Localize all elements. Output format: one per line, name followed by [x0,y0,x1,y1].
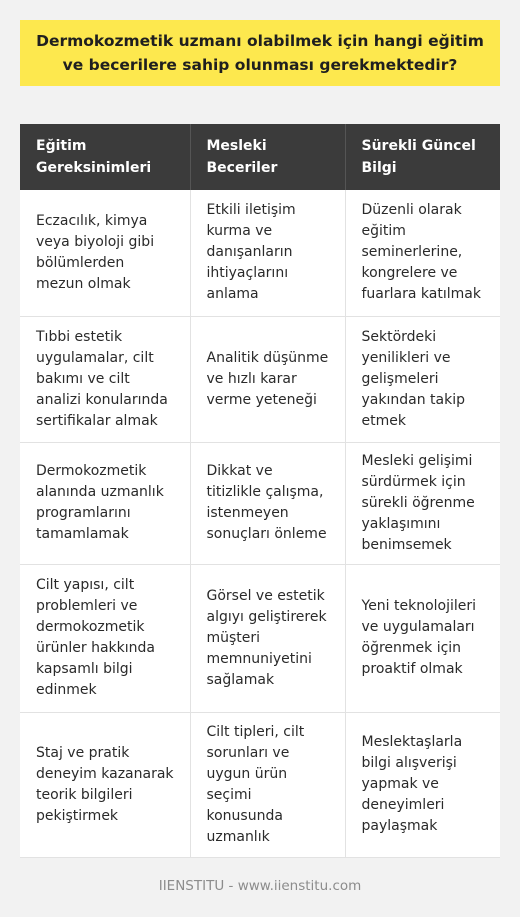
table-row [20,564,500,712]
table-cell: Analitik düşünme ve hızlı karar verme yeteneği [190,316,345,442]
table-row [20,712,500,857]
table-cell: Etkili iletişim kurma ve danışanların ihtiyaçlarını anlama [190,190,345,316]
footer-credit: IIENSTITU - www.iienstitu.com [158,878,362,894]
table-cell: Sektördeki yenilikleri ve gelişmeleri yakından takip etmek [345,316,500,442]
column-header-education: Eğitim Gereksinimleri [20,124,190,190]
info-table [20,124,500,858]
table-cell: Eczacılık, kimya veya biyoloji gibi bölümlerden mezun olmak [20,190,190,316]
table-cell: Görsel ve estetik algıyı geliştirerek müşteri memnuniyetini sağlamak [190,564,345,712]
table-row [20,190,500,316]
table-header-row [20,124,500,190]
title-banner [20,20,500,86]
table-cell: Cilt tipleri, cilt sorunları ve uygun ürün seçimi konusunda uzmanlık [190,712,345,857]
table-cell: Meslektaşlarla bilgi alışverişi yapmak ve deneyimleri paylaşmak [345,712,500,857]
table-cell: Dikkat ve titizlikle çalışma, istenmeyen sonuçları önleme [190,442,345,564]
column-header-continuous-knowledge: Sürekli Güncel Bilgi [345,124,500,190]
table-cell: Yeni teknolojileri ve uygulamaları öğrenmek için proaktif olmak [345,564,500,712]
table-cell: Tıbbi estetik uygulamalar, cilt bakımı ve cilt analizi konularında sertifikalar almak [20,316,190,442]
table-cell: Staj ve pratik deneyim kazanarak teorik bilgileri pekiştirmek [20,712,190,857]
column-header-skills: Mesleki Beceriler [190,124,345,190]
table-row [20,442,500,564]
table-cell: Düzenli olarak eğitim seminerlerine, kongrelere ve fuarlara katılmak [345,190,500,316]
table-cell: Mesleki gelişimi sürdürmek için sürekli öğrenme yaklaşımını benimsemek [345,442,500,564]
table-row [20,316,500,442]
table-cell: Cilt yapısı, cilt problemleri ve dermokozmetik ürünler hakkında kapsamlı bilgi edinmek [20,564,190,712]
table-cell: Dermokozmetik alanında uzmanlık programlarını tamamlamak [20,442,190,564]
page-title: Dermokozmetik uzmanı olabilmek için hangi eğitim ve becerilere sahip olunması gerekmektedir? [36,32,484,74]
